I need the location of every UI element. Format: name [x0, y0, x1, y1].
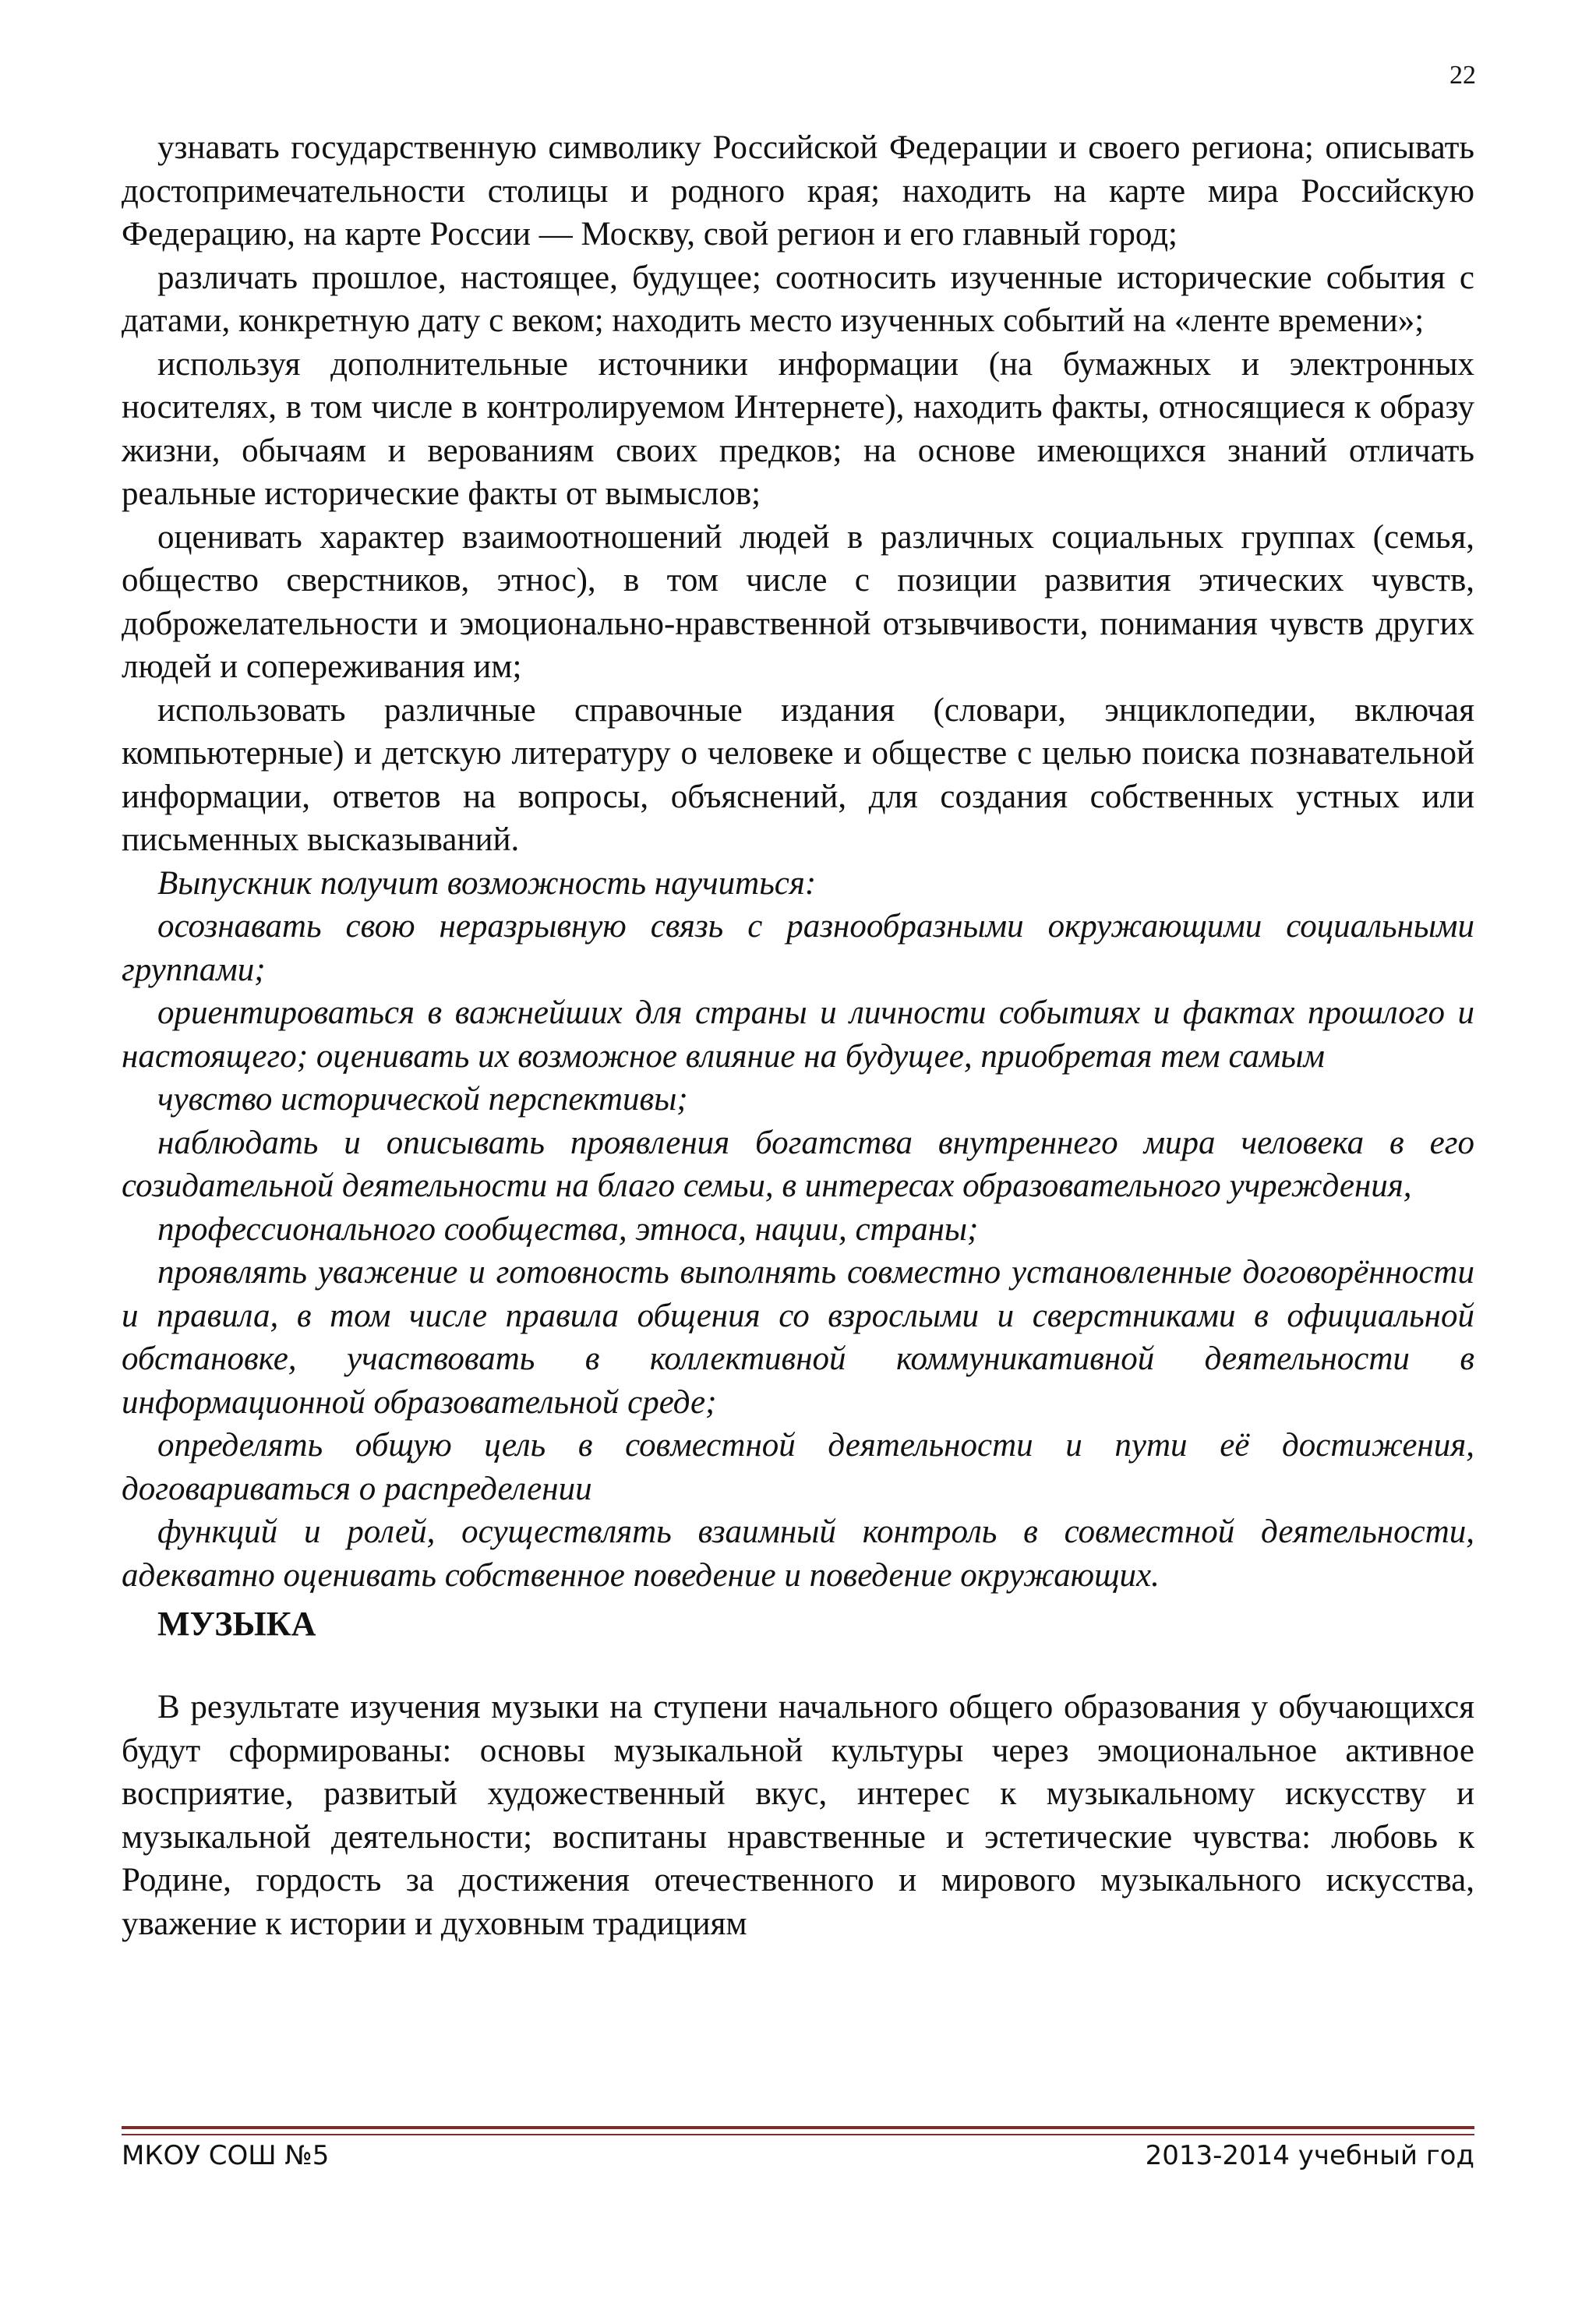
paragraph: оценивать характер взаимоотношений людей в различных социальных группах (семья, общество сверстников, этнос), в том числе с позиции развития этических чувств, доброжелательности и эмоционально-нравственной отзывчивости, понимания чувств других людей и сопереживания им; — [122, 518, 1474, 685]
italic-paragraph: функций и ролей, осуществлять взаимный контроль в совместной деятельности, адекватно оценивать собственное поведение и поведение окружающих. — [122, 1513, 1474, 1594]
footer-year: 2013-2014 учебный год — [1145, 2140, 1474, 2171]
italic-paragraph: проявлять уважение и готовность выполнять совместно установленные договорённости и правила, в том числе правила общения со взрослыми и сверстниками в официальной обстановке, участвовать в коллективной коммуникативной деятельности в информационной образовательной среде; — [122, 1254, 1474, 1421]
spacer — [122, 1647, 1474, 1686]
italic-paragraph: чувство исторической перспективы; — [157, 1081, 688, 1118]
paragraph: использовать различные справочные издания (словари, энциклопедии, включая компьютерные) и детскую литературу о человеке и обществе с целью поиска познавательной информации, ответов на вопросы, объяснений, для создания собственных устных или письменных высказываний. — [122, 691, 1474, 858]
italic-paragraph: наблюдать и описывать проявления богатства внутреннего мира человека в его созидательной деятельности на благо семьи, в интересах образовательного учреждения, — [122, 1124, 1474, 1204]
paragraph: узнавать государственную символику Российской Федерации и своего региона; описывать достопримечательности столицы и родного края; находить на карте мира Российскую Федерацию, на карте России — Москву, свой регион и его главный город; — [122, 129, 1474, 253]
paragraph: используя дополнительные источники информации (на бумажных и электронных носителях, в том числе в контролируемом Интернете), находить факты, относящиеся к образу жизни, обычаям и верованиям своих предков; на основе имеющихся знаний отличать реальные исторические факты от вымыслов; — [122, 345, 1474, 512]
italic-paragraph: определять общую цель в совместной деятельности и пути её достижения, договариваться о распределении — [122, 1427, 1474, 1507]
italic-paragraph: ориентироваться в важнейших для страны и личности событиях и фактах прошлого и настоящего; оценивать их возможное влияние на будущее, приобретая тем самым — [122, 994, 1474, 1075]
footer-school: МКОУ СОШ №5 — [122, 2140, 330, 2171]
section-heading: МУЗЫКА — [157, 1605, 316, 1643]
paragraph: различать прошлое, настоящее, будущее; соотносить изученные исторические события с датами, конкретную дату с веком; находить место изученных событий на «ленте времени»; — [122, 259, 1474, 339]
paragraph: В результате изучения музыки на ступени начального общего образования у обучающихся будут сформированы: основы музыкальной культуры через эмоциональное активное восприятие, развитый художественный вкус, интерес к музыкальному искусству и музыкальной деятельности; воспитаны нравственные и эстетические чувства: любовь к Родине, гордость за достижения отечественного и мирового музыкального искусства, уважение к истории и духовным традициям — [122, 1689, 1474, 1942]
page-body — [122, 126, 1474, 1945]
italic-paragraph: профессионального сообщества, этноса, нации, страны; — [157, 1210, 979, 1248]
italic-paragraph: осознавать свою неразрывную связь с разнообразными окружающими социальными группами; — [122, 908, 1474, 988]
italic-paragraph: Выпускник получит возможность научиться: — [157, 864, 817, 902]
page-number: 22 — [1449, 61, 1476, 90]
footer-divider — [122, 2126, 1474, 2135]
